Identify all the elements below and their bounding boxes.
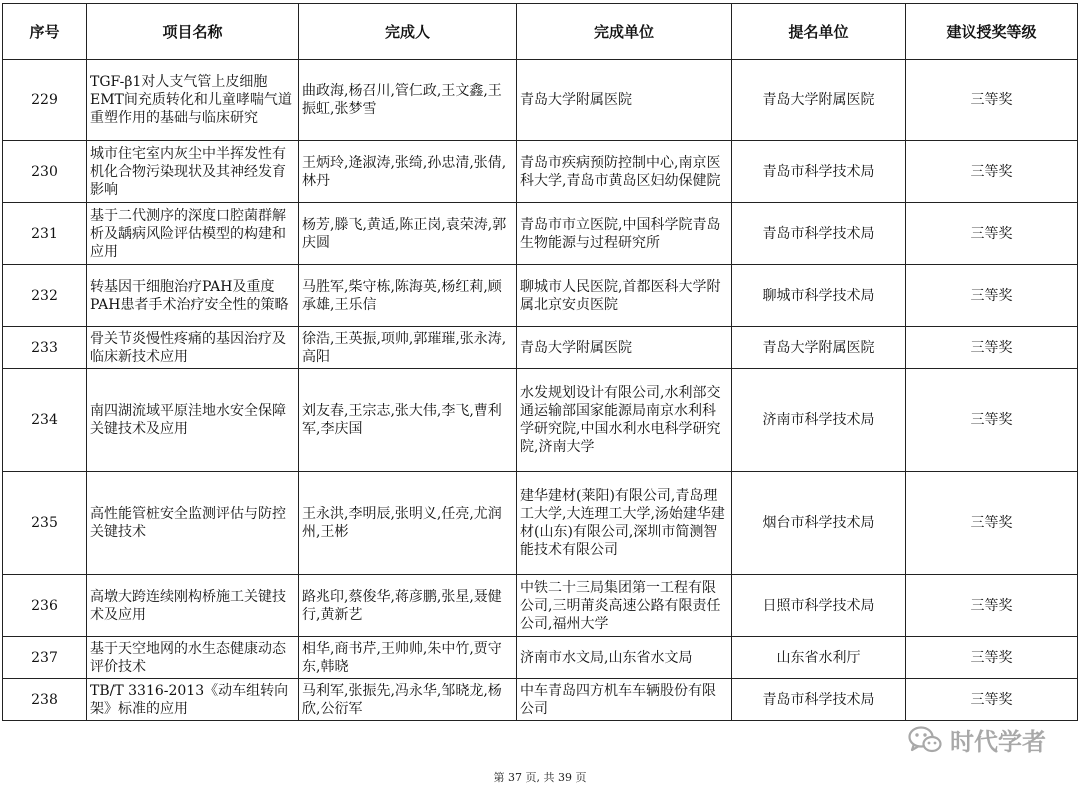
page-footer: 第 37 页, 共 39 页 [493,771,587,784]
row-nominator: 山东省水利厅 [732,637,906,679]
row-num: 236 [3,575,87,637]
row-project: 基于二代测序的深度口腔菌群解析及龋病风险评估模型的构建和应用 [87,203,299,265]
row-num: 229 [3,60,87,141]
row-nominator: 日照市科学技术局 [732,575,906,637]
row-units: 青岛大学附属医院 [517,60,732,141]
row-num: 231 [3,203,87,265]
row-level: 三等奖 [906,575,1078,637]
table-row [3,369,1078,472]
header-level: 建议授奖等级 [906,4,1078,60]
row-nominator: 青岛大学附属医院 [732,327,906,369]
row-units: 水发规划设计有限公司,水利部交通运输部国家能源局南京水利科学研究院,中国水利水电科学研究院,济南大学 [517,369,732,472]
row-units: 青岛大学附属医院 [517,327,732,369]
row-level: 三等奖 [906,203,1078,265]
row-num: 232 [3,265,87,327]
row-project: 骨关节炎慢性疼痛的基因治疗及临床新技术应用 [87,327,299,369]
row-nominator: 聊城市科学技术局 [732,265,906,327]
row-level: 三等奖 [906,60,1078,141]
table-row [3,265,1078,327]
header-nominator: 提名单位 [732,4,906,60]
row-people: 路兆印,蔡俊华,蒋彦鹏,张星,聂健行,黄新艺 [299,575,517,637]
row-num: 233 [3,327,87,369]
row-project: 高墩大跨连续刚构桥施工关键技术及应用 [87,575,299,637]
header-people: 完成人 [299,4,517,60]
table-row [3,203,1078,265]
row-num: 237 [3,637,87,679]
wechat-icon [908,725,942,755]
row-people: 王炳玲,逄淑涛,张绮,孙忠清,张倩,林丹 [299,141,517,203]
row-level: 三等奖 [906,369,1078,472]
table-row [3,472,1078,575]
table-row [3,637,1078,679]
table-row [3,141,1078,203]
row-nominator: 青岛大学附属医院 [732,60,906,141]
table-row [3,679,1078,721]
row-people: 相华,商书芹,王帅帅,朱中竹,贾守东,韩晓 [299,637,517,679]
row-level: 三等奖 [906,327,1078,369]
row-units: 青岛市疾病预防控制中心,南京医科大学,青岛市黄岛区妇幼保健院 [517,141,732,203]
row-project: 转基因干细胞治疗PAH及重度PAH患者手术治疗安全性的策略 [87,265,299,327]
row-units: 中车青岛四方机车车辆股份有限公司 [517,679,732,721]
row-people: 马胜军,柴守栋,陈海英,杨红莉,顾承雄,王乐信 [299,265,517,327]
row-units: 青岛市市立医院,中国科学院青岛生物能源与过程研究所 [517,203,732,265]
row-project: 基于天空地网的水生态健康动态评价技术 [87,637,299,679]
row-units: 中铁二十三局集团第一工程有限公司,三明莆炎高速公路有限责任公司,福州大学 [517,575,732,637]
row-level: 三等奖 [906,472,1078,575]
row-units: 济南市水文局,山东省水文局 [517,637,732,679]
awards-table [2,3,1078,721]
row-units: 建华建材(莱阳)有限公司,青岛理工大学,大连理工大学,汤始建华建材(山东)有限公司,深圳市简测智能技术有限公司 [517,472,732,575]
row-people: 马利军,张振先,冯永华,邹晓龙,杨欣,公衍军 [299,679,517,721]
row-num: 235 [3,472,87,575]
row-people: 杨芳,滕飞,黄适,陈正岗,袁荣涛,郭庆圆 [299,203,517,265]
row-num: 230 [3,141,87,203]
row-project: TB/T 3316-2013《动车组转向架》标准的应用 [87,679,299,721]
row-nominator: 青岛市科学技术局 [732,141,906,203]
row-level: 三等奖 [906,679,1078,721]
row-nominator: 青岛市科学技术局 [732,679,906,721]
row-people: 刘友春,王宗志,张大伟,李飞,曹利军,李庆国 [299,369,517,472]
row-units: 聊城市人民医院,首都医科大学附属北京安贞医院 [517,265,732,327]
table-row [3,327,1078,369]
row-level: 三等奖 [906,637,1078,679]
row-num: 234 [3,369,87,472]
table-row [3,60,1078,141]
row-level: 三等奖 [906,265,1078,327]
header-row [3,4,1078,60]
row-nominator: 青岛市科学技术局 [732,203,906,265]
row-project: TGF-β1对人支气管上皮细胞EMT间充质转化和儿童哮喘气道重塑作用的基础与临床研究 [87,60,299,141]
row-num: 238 [3,679,87,721]
watermark [908,722,1046,757]
header-project: 项目名称 [87,4,299,60]
row-level: 三等奖 [906,141,1078,203]
row-people: 徐浩,王英振,项帅,郭璀璀,张永涛,高阳 [299,327,517,369]
row-nominator: 烟台市科学技术局 [732,472,906,575]
row-people: 曲政海,杨召川,管仁政,王文鑫,王振虹,张梦雪 [299,60,517,141]
row-project: 南四湖流域平原洼地水安全保障关键技术及应用 [87,369,299,472]
table-row [3,575,1078,637]
row-nominator: 济南市科学技术局 [732,369,906,472]
row-people: 王永洪,李明辰,张明义,任亮,尤润州,王彬 [299,472,517,575]
watermark-text: 时代学者 [950,728,1046,756]
header-num: 序号 [3,4,87,60]
row-project: 高性能管桩安全监测评估与防控关键技术 [87,472,299,575]
row-project: 城市住宅室内灰尘中半挥发性有机化合物污染现状及其神经发育影响 [87,141,299,203]
header-units: 完成单位 [517,4,732,60]
